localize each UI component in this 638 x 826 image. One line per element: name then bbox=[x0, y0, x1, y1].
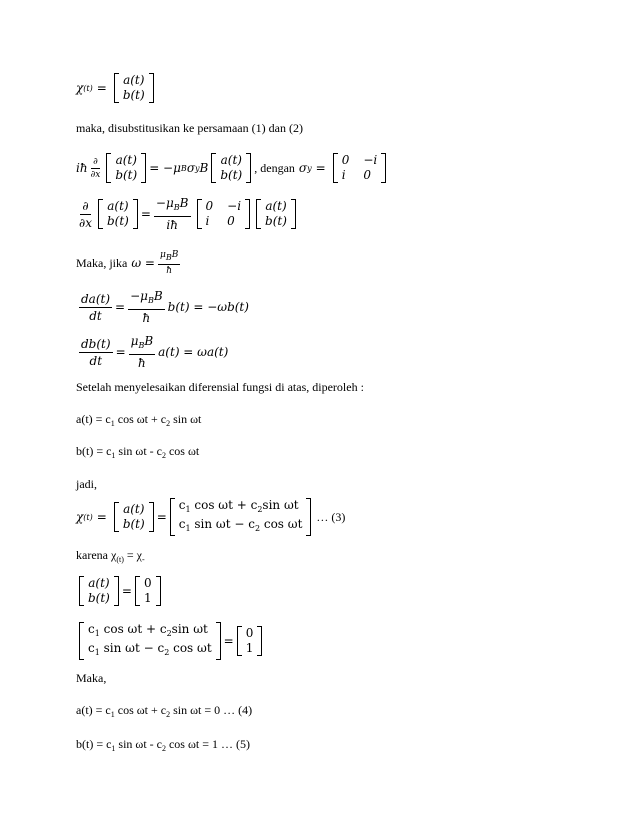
text-part: cos ωt = 1 … (5) bbox=[165, 737, 250, 751]
equation-initial-condition bbox=[76, 576, 164, 606]
line-karena bbox=[76, 548, 145, 564]
equals-sign: = bbox=[121, 584, 132, 598]
text-part: sin ωt - c bbox=[115, 737, 162, 751]
solution-vector bbox=[79, 622, 221, 660]
term: sin ωt − c bbox=[99, 641, 165, 655]
fraction-mu: −μ bbox=[155, 196, 174, 210]
coefficient-fraction bbox=[154, 196, 191, 232]
mu-subscript: B bbox=[173, 203, 180, 212]
vector-entry-b: b(t) bbox=[122, 517, 145, 531]
subscript: 1 bbox=[110, 710, 115, 719]
matrix-entry: −i bbox=[227, 199, 242, 213]
equation-da-dt bbox=[76, 289, 249, 325]
fraction-denominator: dt bbox=[89, 353, 103, 368]
sigma-symbol: σ bbox=[186, 161, 196, 175]
equation-initial-condition-expanded bbox=[76, 622, 265, 660]
text-substitusi: maka, disubstitusikan ke persamaan (1) dan (2) bbox=[76, 121, 303, 135]
coefficient-fraction bbox=[128, 289, 165, 325]
equals-sign: = bbox=[223, 634, 234, 648]
matrix-entry: 0 bbox=[341, 153, 350, 167]
equation-db-dt bbox=[76, 334, 228, 370]
subscript: - bbox=[141, 555, 145, 564]
coefficient-fraction bbox=[129, 334, 156, 370]
text-part: sin ωt = 0 … (4) bbox=[170, 703, 253, 717]
fraction-mu: −μ bbox=[130, 289, 148, 303]
term: sin ωt − c bbox=[190, 517, 255, 531]
subscript: 2 bbox=[166, 629, 172, 638]
i-hbar: iħ bbox=[76, 161, 88, 175]
solution-row-1 bbox=[88, 622, 212, 641]
equals-sign: = bbox=[115, 300, 126, 314]
equals-sign: = bbox=[96, 510, 107, 524]
subscript: 1 bbox=[111, 744, 116, 753]
derivative-fraction bbox=[79, 337, 113, 368]
coef: c bbox=[178, 517, 186, 531]
subscript: 2 bbox=[254, 524, 261, 533]
subscript: 2 bbox=[161, 451, 166, 460]
equation-number: … (3) bbox=[316, 509, 346, 524]
subscript: (t) bbox=[116, 555, 124, 564]
subscript: 2 bbox=[161, 744, 166, 753]
solution-vector bbox=[170, 498, 312, 536]
vector-entry: 0 bbox=[245, 626, 254, 640]
derivative-fraction bbox=[79, 292, 112, 323]
text-dengan: , dengan bbox=[254, 160, 295, 175]
field-b: B bbox=[171, 250, 179, 260]
sigma-symbol: σ bbox=[298, 161, 308, 175]
field-b: B bbox=[179, 196, 189, 210]
initial-vector bbox=[135, 576, 161, 606]
vector-entry-a: a(t) bbox=[265, 199, 287, 213]
state-vector bbox=[79, 576, 119, 606]
matrix-entry: 0 bbox=[205, 199, 214, 213]
coef: c bbox=[88, 641, 95, 655]
initial-vector bbox=[237, 626, 263, 656]
subscript: 1 bbox=[111, 451, 116, 460]
text-part: sin ωt bbox=[170, 412, 202, 426]
vector-entry-b: b(t) bbox=[106, 214, 129, 228]
field-b: B bbox=[144, 334, 154, 348]
vector-entry-a: a(t) bbox=[88, 576, 110, 590]
matrix-entry: i bbox=[205, 214, 210, 228]
line-omega-definition bbox=[76, 250, 183, 276]
line-solution-b bbox=[76, 444, 199, 460]
subscript: 2 bbox=[166, 710, 171, 719]
omega-equals: ω = bbox=[131, 256, 155, 270]
line-solution-a bbox=[76, 412, 201, 428]
chi-symbol: χ bbox=[76, 510, 84, 524]
state-vector-left bbox=[106, 153, 146, 183]
vector-entry-b: b(t) bbox=[122, 88, 145, 102]
coef: c bbox=[178, 498, 186, 512]
term: cos ωt + c bbox=[99, 622, 167, 636]
text-part: b(t) = c bbox=[76, 737, 112, 751]
subscript: 1 bbox=[94, 648, 100, 657]
solution-row-1 bbox=[179, 498, 303, 517]
partial-numerator: ∂ bbox=[93, 156, 98, 167]
equals-sign: = bbox=[140, 207, 151, 221]
subscript: 2 bbox=[164, 648, 170, 657]
text-part: sin ωt - c bbox=[115, 444, 162, 458]
solution-row-2 bbox=[88, 641, 212, 660]
term: cos ωt bbox=[169, 641, 212, 655]
fraction-mu: μ bbox=[159, 250, 166, 260]
field-b: B bbox=[153, 289, 163, 303]
text-part: = χ bbox=[123, 548, 142, 562]
vector-entry: 0 bbox=[143, 576, 152, 590]
text-part: b(t) = c bbox=[76, 444, 112, 458]
partial-derivative bbox=[79, 199, 92, 230]
text-part: a(t) = c bbox=[76, 703, 111, 717]
matrix-entry: −i bbox=[363, 153, 378, 167]
vector-entry-b: b(t) bbox=[115, 168, 138, 182]
vector-entry-b: b(t) bbox=[265, 214, 287, 228]
matrix-entry: 0 bbox=[227, 214, 235, 228]
solution-row-2 bbox=[179, 517, 303, 536]
term: cos ωt + c bbox=[190, 498, 258, 512]
sigma-subscript: y bbox=[307, 163, 312, 173]
sigma-subscript: y bbox=[195, 163, 200, 173]
term: sin ωt bbox=[262, 498, 299, 512]
pauli-matrix bbox=[333, 153, 387, 183]
text-part: cos ωt + c bbox=[114, 412, 167, 426]
vector-entry-a: a(t) bbox=[123, 73, 145, 87]
equation-rhs: a(t) = ωa(t) bbox=[158, 345, 229, 359]
fraction-denominator: ħ bbox=[166, 266, 173, 276]
state-vector-right bbox=[211, 153, 251, 183]
state-vector bbox=[114, 502, 154, 532]
fraction-mu: μ bbox=[130, 334, 139, 348]
text-maka-jika: Maka, jika bbox=[76, 255, 128, 270]
pauli-matrix bbox=[197, 199, 251, 229]
subscript: 1 bbox=[185, 524, 191, 533]
equation-chi-definition bbox=[76, 73, 157, 103]
text-maka: Maka, bbox=[76, 671, 107, 685]
fraction-denominator: iħ bbox=[166, 218, 178, 232]
fraction-numerator: da(t) bbox=[81, 291, 111, 306]
text-karena: karena χ bbox=[76, 548, 117, 562]
chi-subscript: (t) bbox=[83, 83, 93, 93]
line-equation-5 bbox=[76, 737, 250, 753]
subscript: 1 bbox=[110, 419, 115, 428]
vector-entry-a: a(t) bbox=[123, 502, 145, 516]
term: sin ωt bbox=[171, 622, 208, 636]
vector-entry: 1 bbox=[245, 641, 254, 655]
matrix-entry: 0 bbox=[363, 168, 371, 182]
equation-derivative bbox=[76, 196, 299, 232]
fraction-numerator: db(t) bbox=[81, 336, 111, 351]
equation-schrodinger bbox=[76, 153, 389, 183]
omega-fraction bbox=[158, 250, 180, 276]
partial-denominator: ∂x bbox=[79, 215, 92, 230]
subscript: 1 bbox=[185, 505, 191, 514]
mu-subscript: B bbox=[138, 341, 145, 350]
fraction-denominator: ħ bbox=[138, 356, 146, 370]
equation-rhs: b(t) = −ωb(t) bbox=[167, 300, 249, 314]
equals-sign: = bbox=[315, 161, 326, 175]
equation-general-solution bbox=[76, 498, 345, 536]
mu-subscript: B bbox=[165, 253, 172, 262]
fraction-denominator: ħ bbox=[142, 311, 151, 325]
chi-subscript: (t) bbox=[83, 512, 93, 522]
text-setelah: Setelah menyelesaikan diferensial fungsi di atas, diperoleh : bbox=[76, 380, 364, 394]
vector-entry-a: a(t) bbox=[107, 199, 129, 213]
subscript: 2 bbox=[257, 505, 263, 514]
fraction-denominator: dt bbox=[89, 308, 102, 323]
subscript: 1 bbox=[94, 629, 100, 638]
term: cos ωt bbox=[260, 517, 303, 531]
rhs-mu: = −μ bbox=[149, 161, 181, 175]
partial-numerator: ∂ bbox=[82, 198, 89, 213]
state-vector bbox=[114, 73, 154, 103]
equals-sign: = bbox=[115, 345, 126, 359]
partial-denominator: ∂x bbox=[90, 169, 101, 180]
equals-sign: = bbox=[96, 81, 107, 95]
vector-entry-b: b(t) bbox=[88, 591, 110, 605]
vector-entry-a: a(t) bbox=[220, 153, 242, 167]
state-vector-right bbox=[256, 199, 296, 229]
vector-entry: 1 bbox=[143, 591, 152, 605]
field-b: B bbox=[199, 161, 209, 175]
coef: c bbox=[88, 622, 95, 636]
partial-derivative bbox=[91, 157, 101, 180]
equals-sign: = bbox=[156, 510, 167, 524]
matrix-entry: i bbox=[341, 168, 346, 182]
text-part: cos ωt + c bbox=[114, 703, 167, 717]
line-equation-4 bbox=[76, 703, 252, 719]
vector-entry-b: b(t) bbox=[220, 168, 243, 182]
mu-subscript: B bbox=[147, 296, 154, 305]
subscript: 2 bbox=[166, 419, 171, 428]
chi-symbol: χ bbox=[76, 81, 84, 95]
text-part: a(t) = c bbox=[76, 412, 111, 426]
mu-subscript: B bbox=[180, 163, 187, 173]
text-jadi: jadi, bbox=[76, 477, 97, 491]
state-vector-left bbox=[98, 199, 138, 229]
vector-entry-a: a(t) bbox=[115, 153, 137, 167]
text-part: cos ωt bbox=[165, 444, 200, 458]
